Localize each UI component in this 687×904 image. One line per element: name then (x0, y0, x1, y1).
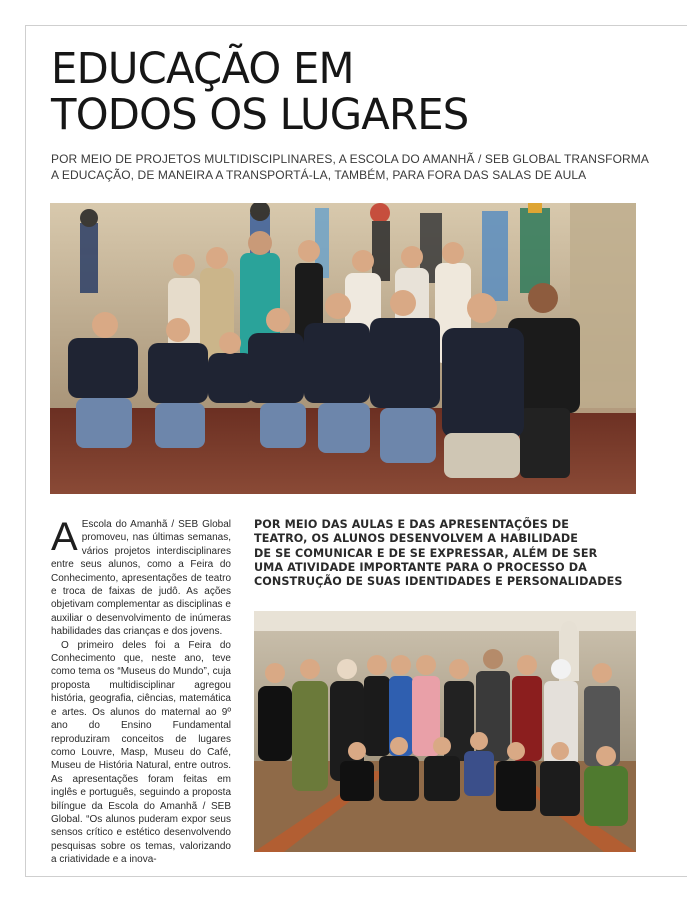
costume-group-photo (254, 611, 636, 852)
pull-quote-line-2: TEATRO, OS ALUNOS DESENVOLVEM A HABILIDADE (254, 532, 578, 546)
body-paragraph-1 (51, 515, 231, 639)
pull-quote-line-1: POR MEIO DAS AULAS E DAS APRESENTAÇÕES DE (254, 518, 569, 531)
body-paragraph-1-text: Escola do Amanhã / SEB Global promoveu, nas últimas semanas, vários projetos interdisciplinares entre seus alunos, como a Feira do Conhecimento, apresentações de teatro e troca de faixas de judô. As ações objetivam complementar as disciplinas e auxiliar o desenvolvimento de inúmeras habilidades das crianças e dos jovens. (51, 519, 231, 638)
article-subtitle (51, 151, 651, 183)
pull-quote-line-5: CONSTRUÇÃO DE SUAS IDENTIDADES E PERSONALIDADES (254, 575, 623, 589)
pull-quote (254, 518, 634, 589)
theater-group-photo (50, 203, 636, 494)
body-paragraph-2: O primeiro deles foi a Feira do Conhecimento que, neste ano, teve como tema os “Museus do Mundo”, cuja proposta multidisciplinar agregou história, geografia, ciências, matemática e artes. Os alunos do maternal ao 9º ano do Ensino Fundamental reproduziram conceitos de lugares como Louvre, Masp, Museu do Café, Museu de História Natural, entre outros. As apresentações foram feitas em inglês e português, seguindo a proposta bilíngue da Escola do Amanhã / SEB Global. “Os alunos puderam expor seus sensos crítico e estético desenvolvendo pesquisas sobre os temas, valorizando a criatividade e a inova- (51, 639, 231, 866)
title-line-2: TODOS OS LUGARES (51, 90, 469, 140)
pull-quote-line-3: DE SE COMUNICAR E DE SE EXPRESSAR, ALÉM DE SER (254, 546, 598, 560)
drop-cap: A (51, 515, 78, 559)
pull-quote-line-4: UMA ATIVIDADE IMPORTANTE PARA O PROCESSO DA (254, 560, 587, 574)
title-line-1: EDUCAÇÃO EM (51, 44, 354, 94)
subtitle-line-1: POR MEIO DE PROJETOS MULTIDISCIPLINARES, A ESCOLA DO AMANHÃ / SEB GLOBAL TRANSFORMA (51, 152, 649, 166)
article-body (51, 515, 231, 867)
article-title (51, 46, 633, 138)
subtitle-line-2: A EDUCAÇÃO, DE MANEIRA A TRANSPORTÁ-LA, TAMBÉM, PARA FORA DAS SALAS DE AULA (51, 168, 587, 182)
